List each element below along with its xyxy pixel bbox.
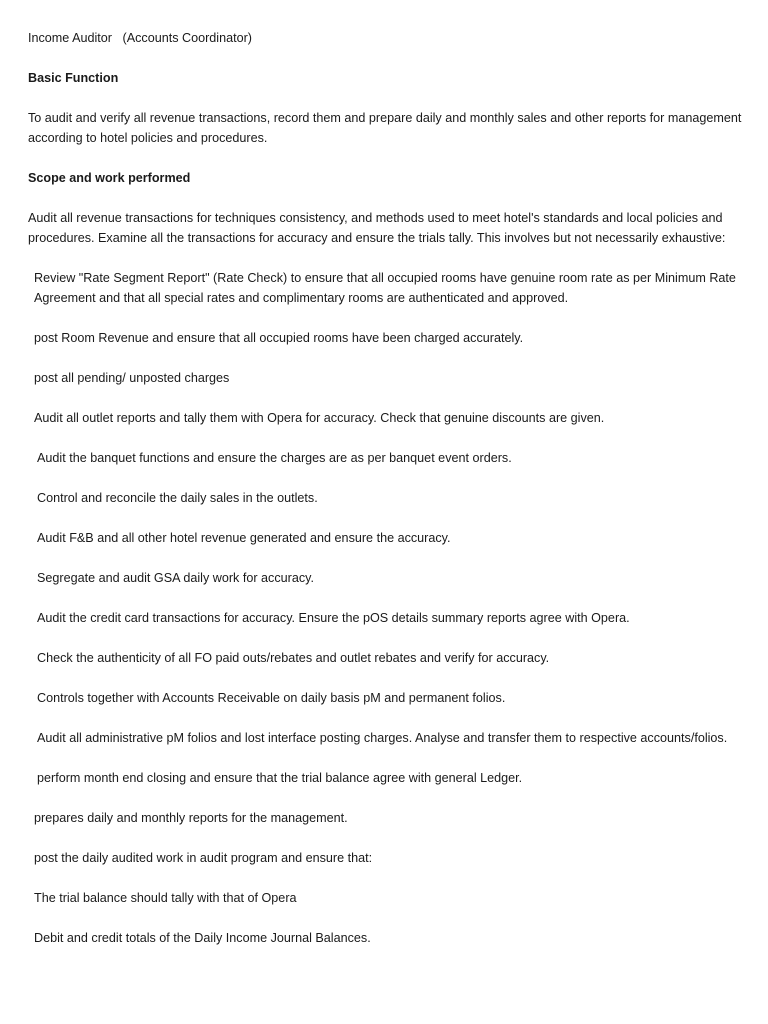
duty-item-15: post the daily audited work in audit program and ensure that:: [34, 851, 373, 865]
duty-item-11: Controls together with Accounts Receivable on daily basis pM and permanent folios.: [37, 691, 506, 705]
duty-item-1: Review "Rate Segment Report" (Rate Check) to ensure that all occupied rooms have genuine room rate as per Minimum Rate Agreement and that all special rates and complimentary rooms are authenticated and approved.: [34, 271, 739, 305]
duty-item-14: prepares daily and monthly reports for the management.: [34, 811, 348, 825]
scope-heading: Scope and work performed: [28, 171, 191, 185]
duty-item-8: Segregate and audit GSA daily work for accuracy.: [37, 571, 314, 585]
document-title: Income Auditor (Accounts Coordinator): [28, 31, 252, 45]
duty-item-13: perform month end closing and ensure that the trial balance agree with general Ledger.: [37, 771, 523, 785]
duty-item-4: Audit all outlet reports and tally them with Opera for accuracy. Check that genuine discounts are given.: [34, 411, 605, 425]
duty-item-12-text: Audit all administrative pM folios and lost interface posting charges. Analyse and transfer them to respective accounts/folios.: [37, 731, 728, 745]
duty-item-16: The trial balance should tally with that of Opera: [34, 891, 297, 905]
duty-item-6: Control and reconcile the daily sales in the outlets.: [37, 491, 318, 505]
duty-item-2: post Room Revenue and ensure that all occupied rooms have been charged accurately.: [34, 331, 524, 345]
duty-item-7: Audit F&B and all other hotel revenue generated and ensure the accuracy.: [37, 531, 451, 545]
duty-item-12: [28, 728, 744, 748]
duty-item-3: post all pending/ unposted charges: [34, 371, 230, 385]
duty-item-10: Check the authenticity of all FO paid outs/rebates and outlet rebates and verify for accuracy.: [37, 651, 550, 665]
basic-function-heading: Basic Function: [28, 71, 119, 85]
duty-item-17: Debit and credit totals of the Daily Income Journal Balances.: [34, 931, 371, 945]
duty-item-9: Audit the credit card transactions for accuracy. Ensure the pOS details summary reports agree with Opera.: [37, 611, 630, 625]
scope-text: Audit all revenue transactions for techniques consistency, and methods used to meet hotel's standards and local policies and procedures. Examine all the transactions for accuracy and ensure the trials tally. This involves but not necessarily exhaustive:: [28, 211, 727, 245]
duty-item-5: Audit the banquet functions and ensure the charges are as per banquet event orders.: [37, 451, 512, 465]
basic-function-text: To audit and verify all revenue transactions, record them and prepare daily and monthly sales and other reports for management according to hotel policies and procedures.: [28, 111, 745, 145]
